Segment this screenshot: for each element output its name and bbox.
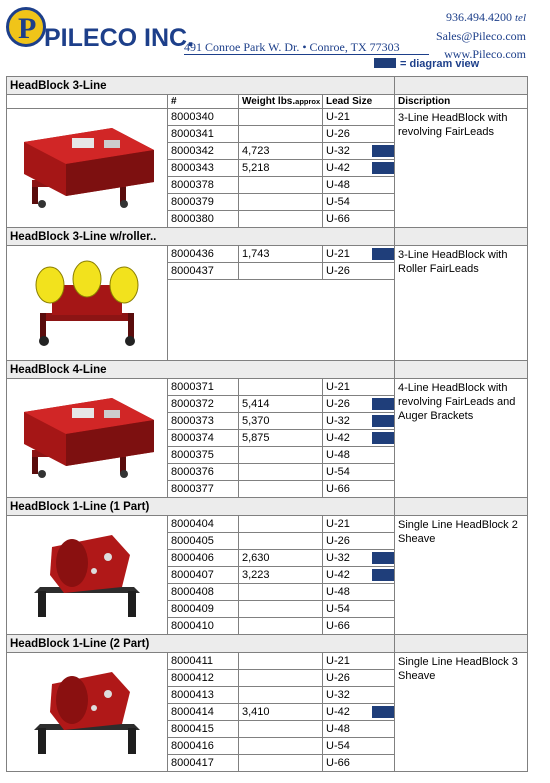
part-number: 8000416 [168,738,239,755]
lead-size-text: U-21 [326,655,350,667]
part-number: 8000412 [168,670,239,687]
company-address: 491 Conroe Park W. Dr. • Conroe, TX 77303 [184,40,400,54]
section-header-spacer [395,361,528,379]
lead-size-text: U-21 [326,248,350,260]
section-header-spacer [395,77,528,95]
product-image-cell [7,379,168,498]
lead-size [323,533,395,550]
part-number: 8000406 [168,550,239,567]
part-number: 8000417 [168,755,239,772]
lead-size-text: U-32 [326,552,350,564]
weight-value: 5,414 [239,396,323,413]
empty-cell [168,344,395,361]
product-description: Single Line HeadBlock 3 Sheave [395,653,528,772]
weight-value [239,738,323,755]
lead-size-text: U-54 [326,466,350,478]
weight-value [239,177,323,194]
lead-size-text: U-66 [326,757,350,769]
diagram-view-marker[interactable] [372,145,394,157]
section-title: HeadBlock 1-Line (1 Part) [7,498,395,516]
weight-value: 3,410 [239,704,323,721]
weight-value [239,618,323,635]
part-number: 8000414 [168,704,239,721]
part-number: 8000411 [168,653,239,670]
part-number: 8000372 [168,396,239,413]
lead-size [323,584,395,601]
weight-value [239,516,323,533]
lead-size-text: U-21 [326,111,350,123]
product-description: Single Line HeadBlock 2 Sheave [395,516,528,635]
headblock-3-line-image [12,120,162,216]
section-header-row [7,228,528,246]
weight-label: Weight lbs. [242,96,296,107]
part-number: 8000415 [168,721,239,738]
table-row [7,516,528,533]
lead-size [323,160,395,177]
lead-size-text: U-21 [326,381,350,393]
lead-size-text: U-54 [326,740,350,752]
lead-size-text: U-42 [326,706,350,718]
headblock-3-line-roller-image [12,255,162,351]
part-number: 8000342 [168,143,239,160]
diagram-view-marker[interactable] [372,398,394,410]
part-number: 8000374 [168,430,239,447]
lead-size [323,721,395,738]
product-description: 4-Line HeadBlock with revolving FairLeads and Auger Brackets [395,379,528,498]
lead-size-text: U-32 [326,145,350,157]
lead-size [323,550,395,567]
email-link[interactable]: Sales@Pileco.com [435,29,526,43]
lead-size [323,143,395,160]
lead-size-text: U-48 [326,586,350,598]
diagram-view-marker[interactable] [372,432,394,444]
diagram-view-marker[interactable] [372,248,394,260]
weight-value [239,109,323,126]
pileco-logo-icon: P [6,7,46,47]
lead-size [323,126,395,143]
section-title: HeadBlock 3-Line [7,77,395,95]
lead-size-text: U-48 [326,723,350,735]
lead-size [323,413,395,430]
weight-value [239,721,323,738]
headblock-1-line-1-part-image [12,527,162,623]
weight-value [239,670,323,687]
column-header-number: # [168,95,239,109]
weight-value [239,653,323,670]
weight-value [239,601,323,618]
section-title: HeadBlock 4-Line [7,361,395,379]
part-number: 8000378 [168,177,239,194]
table-row [7,109,528,126]
diagram-view-marker[interactable] [372,415,394,427]
lead-size [323,263,395,280]
lead-size-text: U-26 [326,535,350,547]
part-number: 8000340 [168,109,239,126]
part-number: 8000376 [168,464,239,481]
diagram-view-marker[interactable] [372,552,394,564]
table-row [7,246,528,263]
weight-value [239,584,323,601]
section-header-row [7,77,528,95]
section-header-spacer [395,635,528,653]
weight-value: 3,223 [239,567,323,584]
column-header-description: Discription [395,95,528,109]
lead-size-text: U-48 [326,449,350,461]
lead-size [323,755,395,772]
column-header-weight [239,95,323,109]
part-number: 8000408 [168,584,239,601]
lead-size-text: U-66 [326,483,350,495]
lead-size [323,618,395,635]
lead-size [323,481,395,498]
part-number: 8000413 [168,687,239,704]
lead-size-text: U-21 [326,518,350,530]
part-number: 8000341 [168,126,239,143]
phone-number: 936.494.4200 [446,10,512,24]
part-number: 8000410 [168,618,239,635]
legend-swatch [374,58,396,68]
weight-value: 5,218 [239,160,323,177]
weight-note: approx [295,97,321,106]
section-title: HeadBlock 1-Line (2 Part) [7,635,395,653]
part-number: 8000377 [168,481,239,498]
lead-size [323,738,395,755]
part-number: 8000371 [168,379,239,396]
part-number: 8000380 [168,211,239,228]
headblock-4-line-image [12,390,162,486]
part-number: 8000436 [168,246,239,263]
lead-size [323,567,395,584]
table-row [7,653,528,670]
part-number: 8000375 [168,447,239,464]
lead-size-text: U-48 [326,179,350,191]
section-header-row [7,361,528,379]
lead-size-text: U-26 [326,398,350,410]
lead-size-text: U-26 [326,265,350,277]
lead-size-text: U-42 [326,432,350,444]
lead-size [323,601,395,618]
weight-value [239,533,323,550]
website-link[interactable]: www.Pileco.com [444,47,526,61]
lead-size [323,109,395,126]
diagram-view-marker[interactable] [372,162,394,174]
part-number: 8000404 [168,516,239,533]
weight-value [239,194,323,211]
lead-size-text: U-66 [326,620,350,632]
company-name: PILECO INC. [44,24,195,52]
address-underline [184,54,429,55]
product-image-cell [7,653,168,772]
lead-size [323,211,395,228]
part-number: 8000379 [168,194,239,211]
lead-size [323,516,395,533]
product-description: 3-Line HeadBlock with Roller FairLeads [395,246,528,361]
section-header-row [7,635,528,653]
weight-value [239,126,323,143]
phone-line [436,8,526,27]
part-number: 8000407 [168,567,239,584]
contact-block [436,8,526,63]
weight-value [239,687,323,704]
weight-value [239,379,323,396]
headblock-1-line-2-part-image [12,664,162,760]
weight-value: 5,370 [239,413,323,430]
product-image-cell [7,516,168,635]
weight-value: 5,875 [239,430,323,447]
weight-value [239,755,323,772]
table-row [7,379,528,396]
lead-size [323,687,395,704]
letterhead [0,0,550,74]
weight-value [239,211,323,228]
empty-cell [168,280,395,297]
legend-label: = diagram view [400,58,480,70]
section-header-spacer [395,228,528,246]
lead-size [323,653,395,670]
phone-suffix: tel [515,12,526,24]
lead-size [323,430,395,447]
lead-size-text: U-42 [326,569,350,581]
lead-size [323,246,395,263]
lead-size [323,396,395,413]
lead-size-text: U-66 [326,213,350,225]
lead-size [323,194,395,211]
weight-value: 2,630 [239,550,323,567]
product-image-cell [7,109,168,228]
section-title: HeadBlock 3-Line w/roller.. [7,228,395,246]
lead-size [323,177,395,194]
lead-size [323,379,395,396]
part-number: 8000343 [168,160,239,177]
weight-value: 4,723 [239,143,323,160]
empty-cell [168,312,395,328]
lead-size [323,704,395,721]
diagram-view-marker[interactable] [372,706,394,718]
lead-size [323,670,395,687]
product-image-cell [7,246,168,361]
lead-size-text: U-26 [326,128,350,140]
section-header-row [7,498,528,516]
empty-cell [168,328,395,344]
part-number: 8000409 [168,601,239,618]
lead-size-text: U-26 [326,672,350,684]
section-header-spacer [395,498,528,516]
weight-value [239,447,323,464]
lead-size-text: U-42 [326,162,350,174]
diagram-legend [374,58,479,70]
product-description: 3-Line HeadBlock with revolving FairLeads [395,109,528,228]
part-number: 8000405 [168,533,239,550]
column-header-lead: Lead Size [323,95,395,109]
lead-size [323,464,395,481]
empty-cell [168,296,395,312]
product-table [6,76,528,772]
image-column-header [7,95,168,109]
lead-size-text: U-54 [326,196,350,208]
lead-size-text: U-32 [326,415,350,427]
weight-value: 1,743 [239,246,323,263]
weight-value [239,263,323,280]
part-number: 8000437 [168,263,239,280]
lead-size-text: U-32 [326,689,350,701]
column-header-row [7,95,528,109]
diagram-view-marker[interactable] [372,569,394,581]
weight-value [239,464,323,481]
lead-size [323,447,395,464]
part-number: 8000373 [168,413,239,430]
lead-size-text: U-54 [326,603,350,615]
weight-value [239,481,323,498]
